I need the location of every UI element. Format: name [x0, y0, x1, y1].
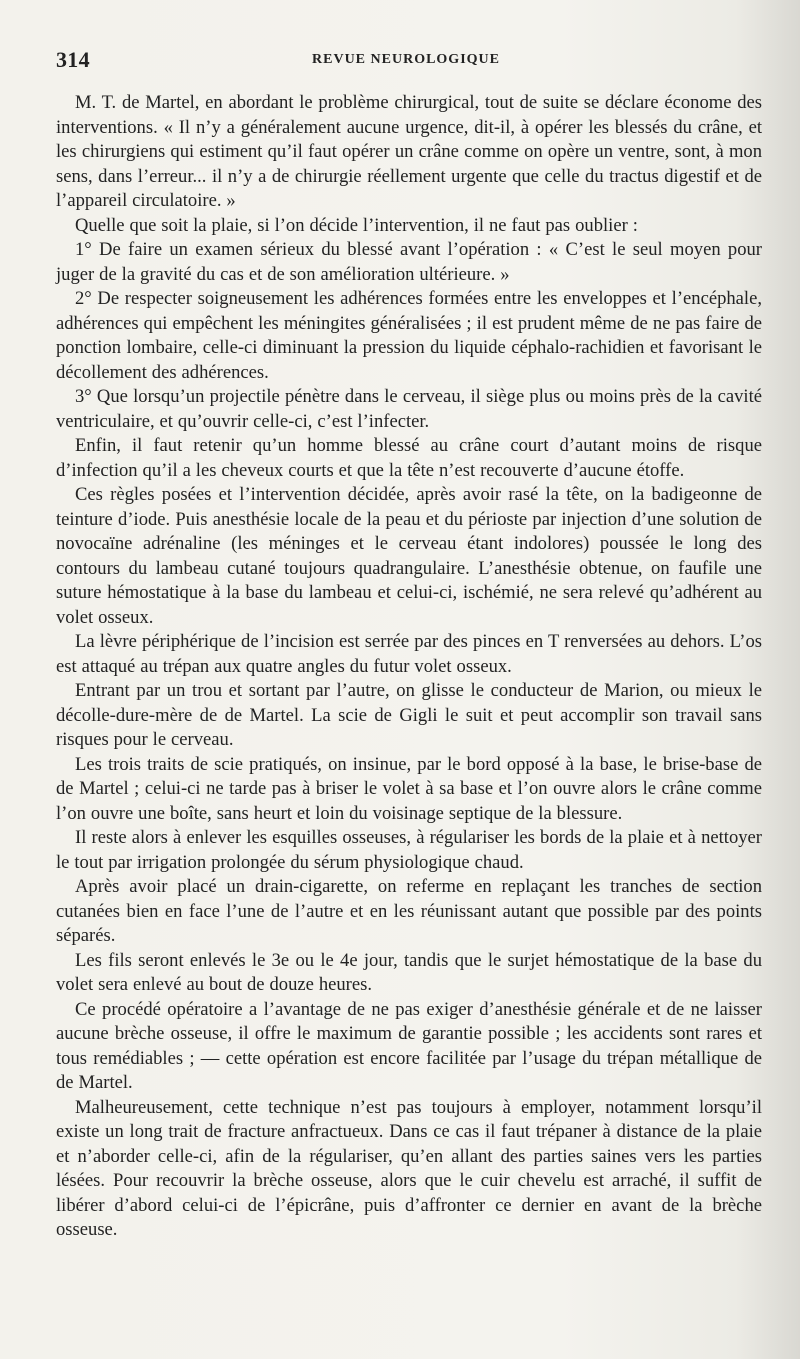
paragraph-bone-flap: Les trois traits de scie pratiqués, on insinue, par le bord opposé à la base, le brise-base de de Martel ; celui-ci ne tarde pas à briser le volet à sa base et l’on ouvre alors le crâne comme l’on ouvre une boîte, sans heurt et loin du voisinage septique de la blessure.: [56, 753, 762, 824]
paragraph-anesthesia: Ces règles posées et l’intervention décidée, après avoir rasé la tête, on la badigeonne de teinture d’iode. Puis anesthésie locale de la peau et du périoste par injection d’une solution de novocaïne adrénaline (les méninges et le cerveau étant indolores) poussée le long des contours du lambeau cutané toujours quadrangulaire. L’anesthésie obtenue, on faufile une suture hémostatique à la base du lambeau et celui-ci, ischémié, ne sera relevé qu’adhérent au volet osseux.: [56, 484, 762, 628]
paragraph-limitations: Malheureusement, cette technique n’est pas toujours à employer, notamment lorsqu’il existe un long trait de fracture anfractueux. Dans ce cas il faut trépaner à distance de la plaie et n’aborder celle-ci, afin de la régulariser, qu’en allant des parties saines vers les parties lésées. Pour recouvrir la brèche osseuse, alors que le cuir chevelu est arraché, il suffit de libérer d’abord celui-ci de l’épicrâne, puis d’affronter ce dernier en avant de la brèche osseuse.: [56, 1096, 762, 1240]
article-body: [56, 91, 762, 1243]
paragraph-rule-1-examination: 1° De faire un examen sérieux du blessé avant l’opération : « C’est le seul moyen pour juger de la gravité du cas et de son amélioration ultérieure. »: [56, 239, 762, 285]
paragraph-infection-risk: Enfin, il faut retenir qu’un homme blessé au crâne court d’autant moins de risque d’infection qu’il a les cheveux courts et que la tête n’est recouverte d’aucune étoffe.: [56, 435, 762, 481]
paragraph-intervention-intro: Quelle que soit la plaie, si l’on décide l’intervention, il ne faut pas oublier :: [75, 214, 638, 236]
running-head: REVUE NEUROLOGIQUE: [312, 52, 500, 67]
paragraph-cleaning: Il reste alors à enlever les esquilles osseuses, à régulariser les bords de la plaie et à nettoyer le tout par irrigation prolongée du sérum physiologique chaud.: [56, 827, 762, 873]
paragraph-sutures: Les fils seront enlevés le 3e ou le 4e jour, tandis que le surjet hémostatique de la base du volet sera enlevé au bout de douze heures.: [56, 949, 762, 995]
paragraph-rule-3-projectile: 3° Que lorsqu’un projectile pénètre dans le cerveau, il siège plus ou moins près de la cavité ventriculaire, et qu’ouvrir celle-ci, c’est l’infecter.: [56, 386, 762, 432]
paragraph-incision: La lèvre périphérique de l’incision est serrée par des pinces en T renversées au dehors. L’os est attaqué au trépan aux quatre angles du futur volet osseux.: [56, 631, 762, 677]
paragraph-rule-2-adhesions: 2° De respecter soigneusement les adhérences formées entre les enveloppes et l’encéphale, adhérences qui empêchent les méningites généralisées ; il est prudent même de ne pas faire de ponction lombaire, celle-ci diminuant la pression du liquide céphalo-rachidien et favorisant le décollement des adhérences.: [56, 288, 762, 383]
paragraph-gigli-saw: Entrant par un trou et sortant par l’autre, on glisse le conducteur de Marion, ou mieux le décolle-dure-mère de de Martel. La scie de Gigli le suit et peut accomplir son travail sans risques pour le cerveau.: [56, 680, 762, 750]
page-number: 314: [56, 47, 90, 72]
page-header: [56, 47, 756, 75]
paragraph-opening-statement: M. T. de Martel, en abordant le problème chirurgical, tout de suite se déclare économe des interventions. « Il n’y a généralement aucune urgence, dit-il, à opérer les blessés du crâne, et les chirurgiens qui estiment qu’il faut opérer un crâne comme on opère un ventre, sont, à mon sens, dans l’erreur... il n’y a de chirurgie réellement urgente que celle du tractus digestif et de l’appareil circulatoire. »: [56, 92, 762, 211]
paragraph-closure: Après avoir placé un drain-cigarette, on referme en replaçant les tranches de section cutanées bien en face l’une de l’autre et en les réunissant autant que possible par des points séparés.: [56, 876, 762, 946]
paragraph-advantages: Ce procédé opératoire a l’avantage de ne pas exiger d’anesthésie générale et de ne laisser aucune brèche osseuse, il offre le maximum de garantie possible ; les accidents sont rares et tous remédiables ; — cette opération est encore facilitée par l’usage du trépan métallique de de Martel.: [56, 998, 762, 1093]
